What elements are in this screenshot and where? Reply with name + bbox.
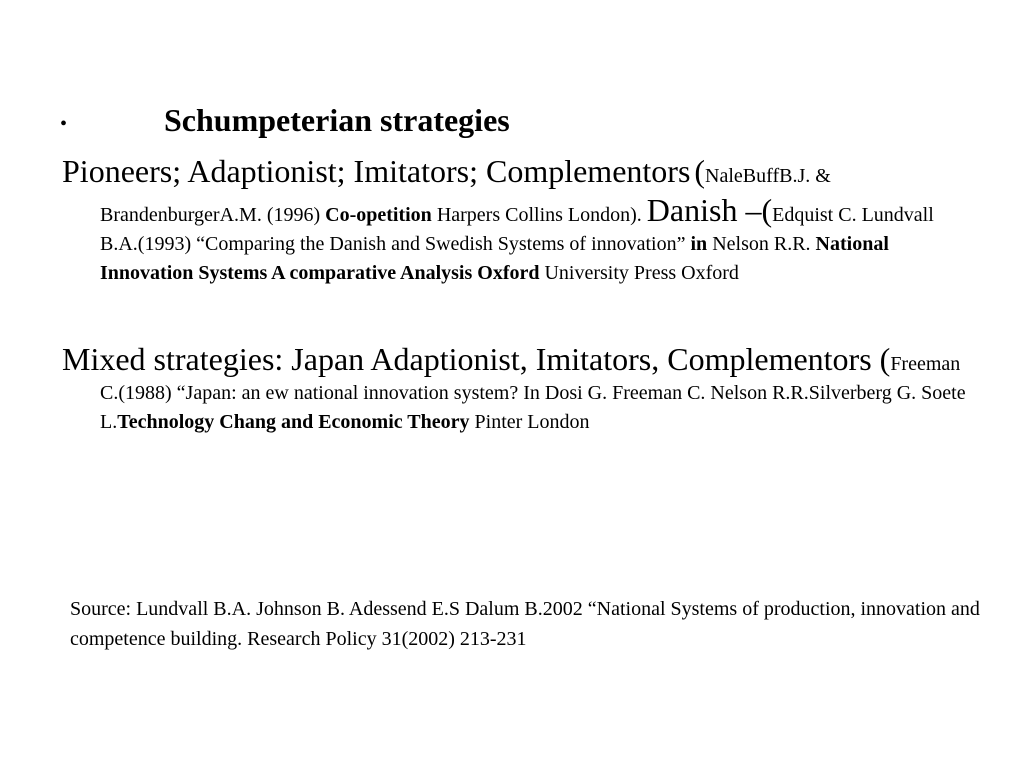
ref3-title: Technology Chang and Economic Theory <box>117 411 470 433</box>
slide-heading: Schumpeterian strategies <box>164 102 510 138</box>
paragraph-schumpeterian <box>62 152 972 288</box>
danish-label: Danish –( <box>646 192 773 228</box>
mixed-strategies-lead: Mixed strategies: Japan Adaptionist, Imitators, Complementors ( <box>62 341 891 377</box>
ref2-title: National Innovation Systems A comparative Analysis Oxford <box>100 233 889 284</box>
paren-open: ( <box>694 153 706 189</box>
ref3-text: Freeman C.(1988) “Japan: an ew national innovation system? In Dosi G. Freeman C. Nelson R.R.Silverberg G. Soete L. <box>100 353 966 433</box>
ref2-editor: Nelson R.R. <box>707 233 816 255</box>
ref2-in: in <box>690 233 708 255</box>
ref3-publisher: Pinter London <box>469 411 590 433</box>
bullet-dot: • <box>60 113 68 135</box>
ref1-publisher: Harpers Collins London). <box>431 204 647 226</box>
source-citation: Source: Lundvall B.A. Johnson B. Adessend E.S Dalum B.2002 “National Systems of production, innovation and competence building. Research Policy 31(2002) 213-231 <box>70 598 980 650</box>
paragraph-mixed-strategies <box>62 340 972 437</box>
ref1-title: Co-opetition <box>325 204 432 226</box>
strategies-list: Pioneers; Adaptionist; Imitators; Complementors <box>62 153 691 189</box>
ref1-authors: NaleBuffB.J. & BrandenburgerA.M. (1996) <box>100 165 831 226</box>
ref2-text: Edquist C. Lundvall B.A.(1993) “Comparing the Danish and Swedish Systems of innovation” <box>100 204 934 255</box>
ref2-publisher: University Press Oxford <box>539 262 739 284</box>
